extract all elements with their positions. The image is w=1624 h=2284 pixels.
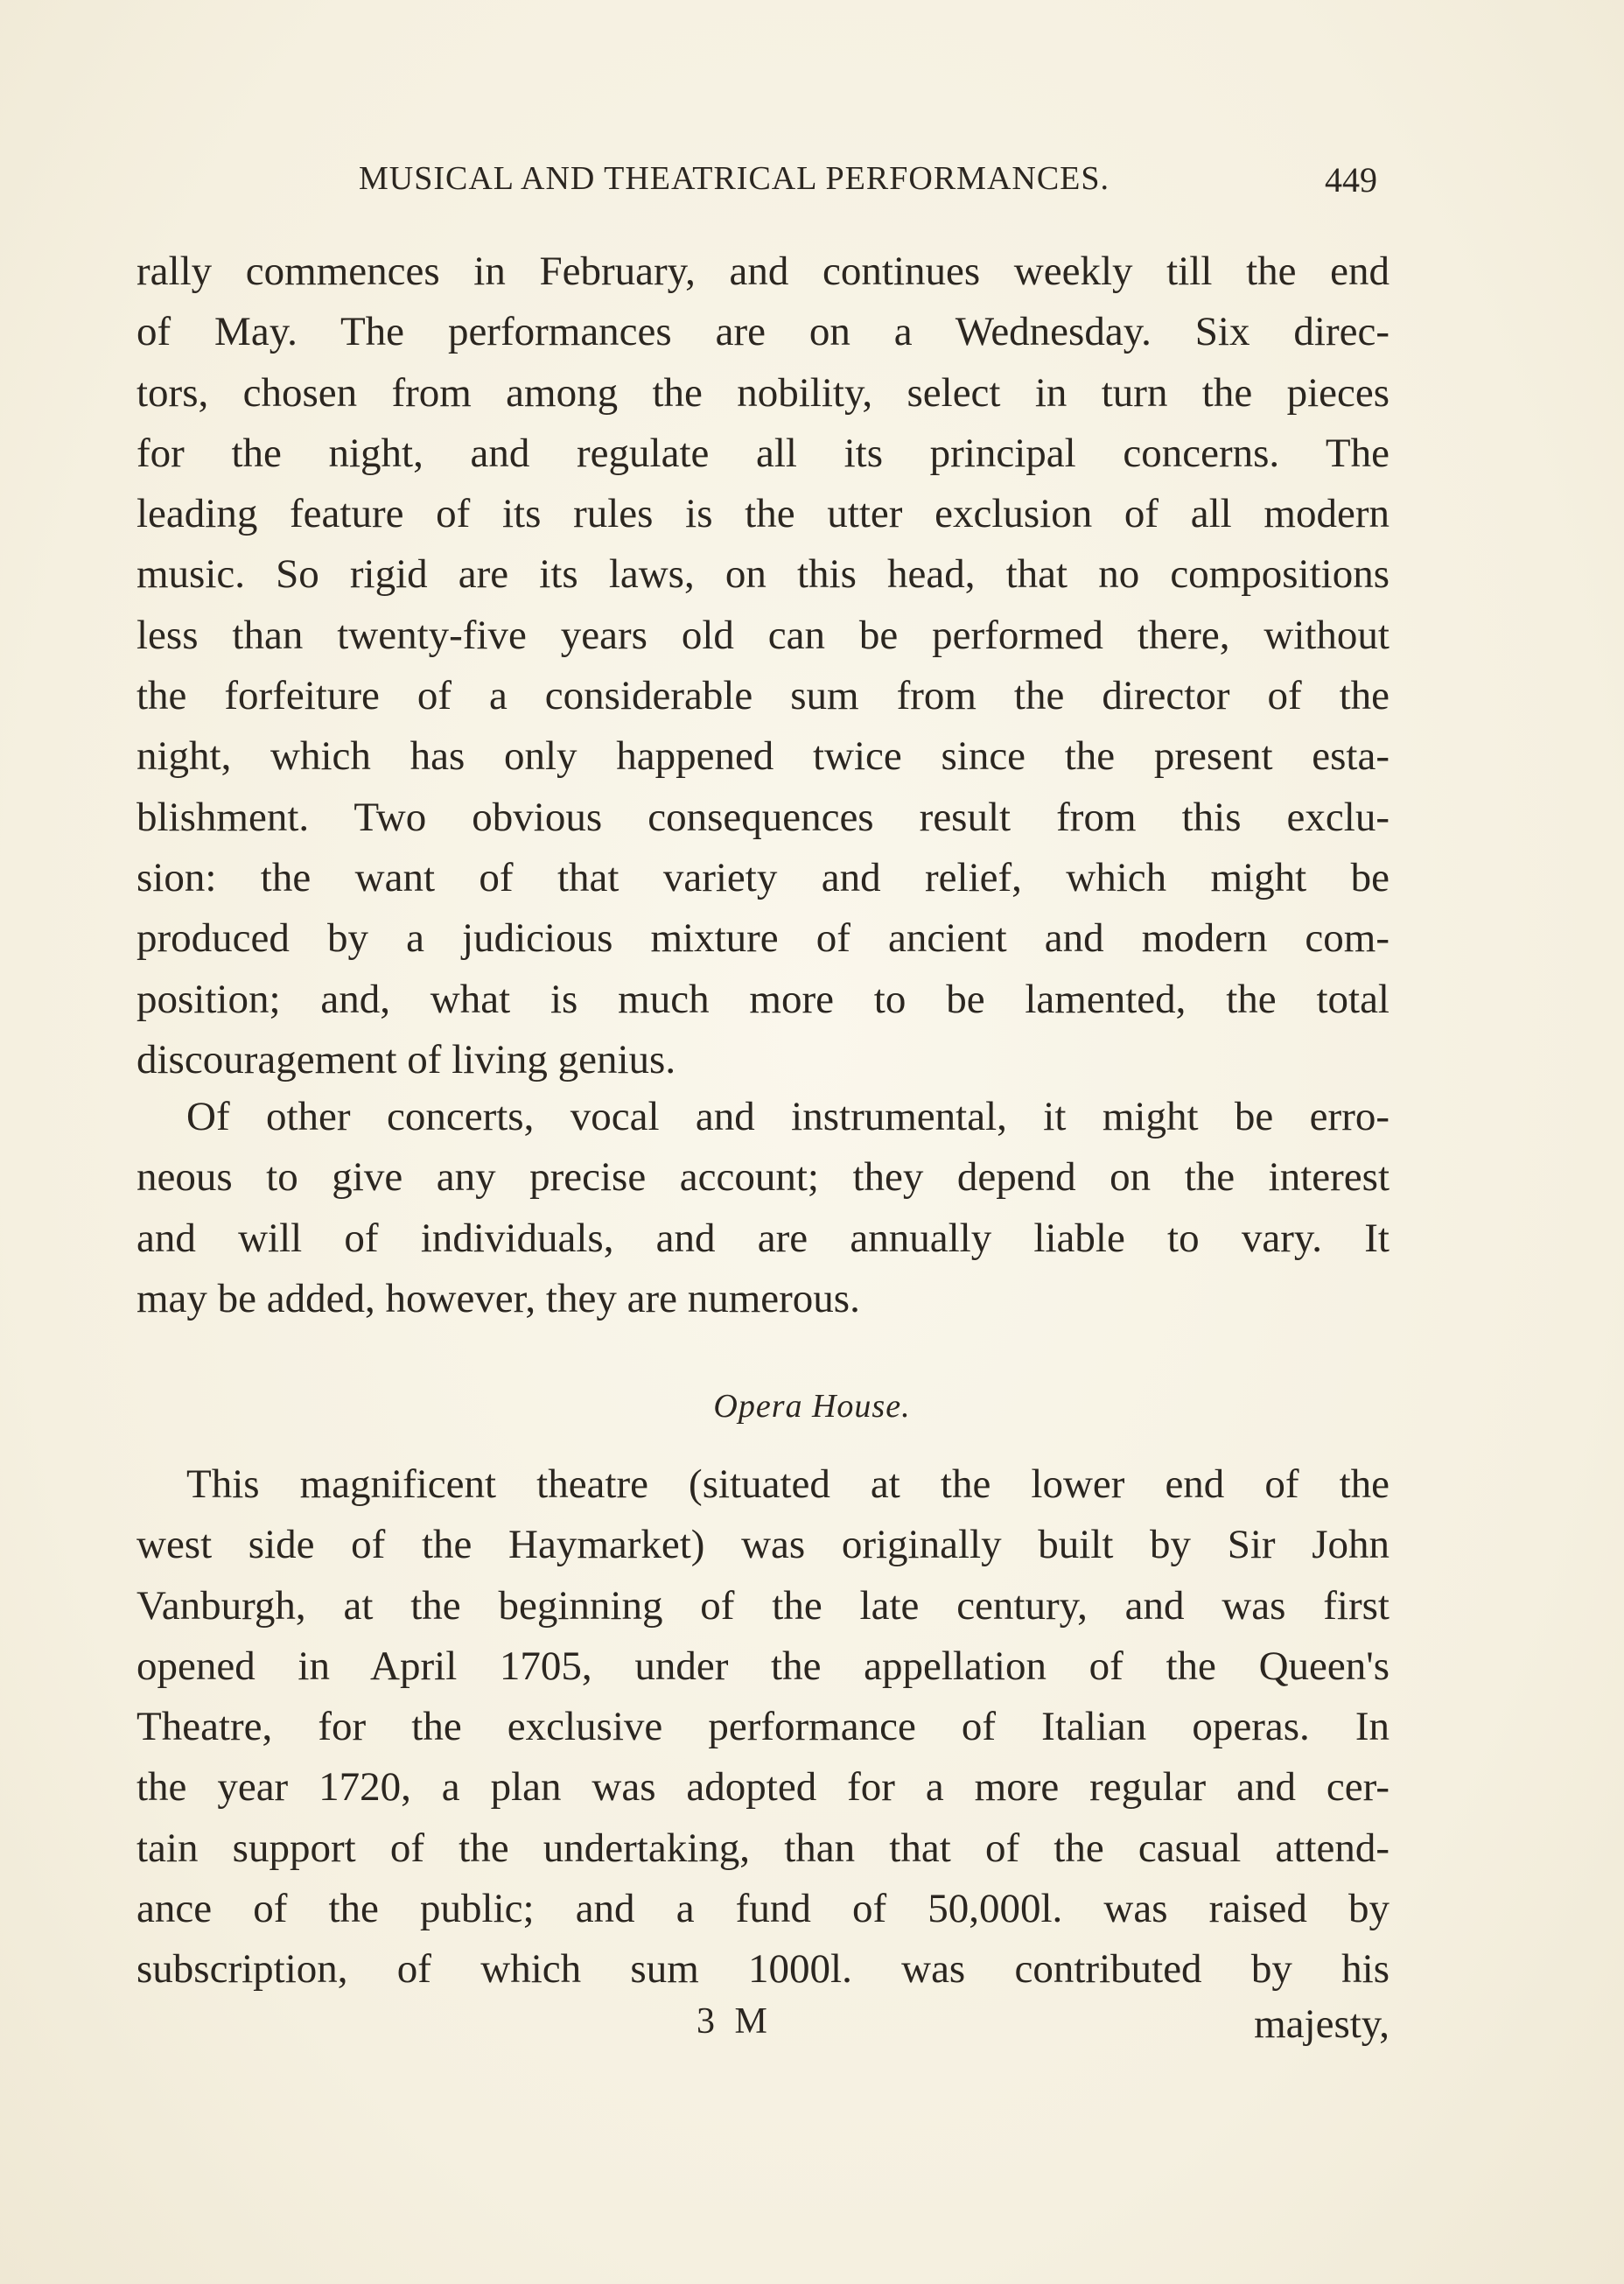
text-line: the forfeiture of a considerable sum from the director of the <box>136 673 1390 719</box>
text-line: west side of the Haymarket) was originally built by Sir John <box>136 1522 1390 1568</box>
text-line: leading feature of its rules is the utter exclusion of all modern <box>136 491 1390 537</box>
page-number: 449 <box>1325 160 1377 200</box>
text-line: sion: the want of that variety and relief, which might be <box>136 854 1390 900</box>
text-line: ance of the public; and a fund of 50,000l. was raised by <box>136 1886 1390 1932</box>
paragraph-concerts-of-ancient-music <box>136 242 1390 1090</box>
text-line: and will of individuals, and are annually liable to vary. It <box>136 1215 1390 1261</box>
text-line: tors, chosen from among the nobility, select in turn the pieces <box>136 369 1390 416</box>
text-line: produced by a judicious mixture of ancient and modern com- <box>136 915 1390 962</box>
text-line: subscription, of which sum 1000l. was contributed by his <box>136 1946 1390 1993</box>
catchword: majesty, <box>1254 2001 1390 2047</box>
text-line: music. So rigid are its laws, on this head, that no compositions <box>136 551 1390 598</box>
text-line: position; and, what is much more to be lamented, the total <box>136 976 1390 1022</box>
text-line: Vanburgh, at the beginning of the late century, and was first <box>136 1582 1390 1629</box>
text-line: blishment. Two obvious consequences result from this exclu- <box>136 794 1390 840</box>
text-line: may be added, however, they are numerous. <box>136 1275 860 1321</box>
text-line: Theatre, for the exclusive performance of Italian operas. In <box>136 1704 1390 1750</box>
text-line: the year 1720, a plan was adopted for a more regular and cer- <box>136 1764 1390 1811</box>
text-line: for the night, and regulate all its principal concerns. The <box>136 430 1390 476</box>
text-line: of May. The performances are on a Wednesday. Six direc- <box>136 309 1390 355</box>
paragraph-opera-house <box>136 1454 1390 2000</box>
text-line: Of other concerts, vocal and instrumental, it might be erro- <box>186 1094 1390 1139</box>
text-line: opened in April 1705, under the appellation of the Queen's <box>136 1643 1390 1689</box>
running-title: MUSICAL AND THEATRICAL PERFORMANCES. <box>359 160 1110 197</box>
page-footer <box>136 2000 1390 2062</box>
text-line: discouragement of living genius. <box>136 1036 676 1082</box>
running-head <box>359 159 1409 208</box>
text-line: neous to give any precise account; they depend on the interest <box>136 1154 1390 1201</box>
text-line: less than twenty-five years old can be performed there, without <box>136 612 1390 658</box>
signature-mark: 3 M <box>696 2001 773 2042</box>
text-line: rally commences in February, and continues weekly till the end <box>136 249 1390 294</box>
text-line: tain support of the undertaking, than that of the casual attend- <box>136 1825 1390 1871</box>
text-line: This magnificent theatre (situated at the lower end of the <box>186 1461 1390 1507</box>
text-line: night, which has only happened twice since the present esta- <box>136 733 1390 780</box>
paragraph-other-concerts <box>136 1087 1390 1329</box>
section-heading: Opera House. <box>713 1388 911 1425</box>
